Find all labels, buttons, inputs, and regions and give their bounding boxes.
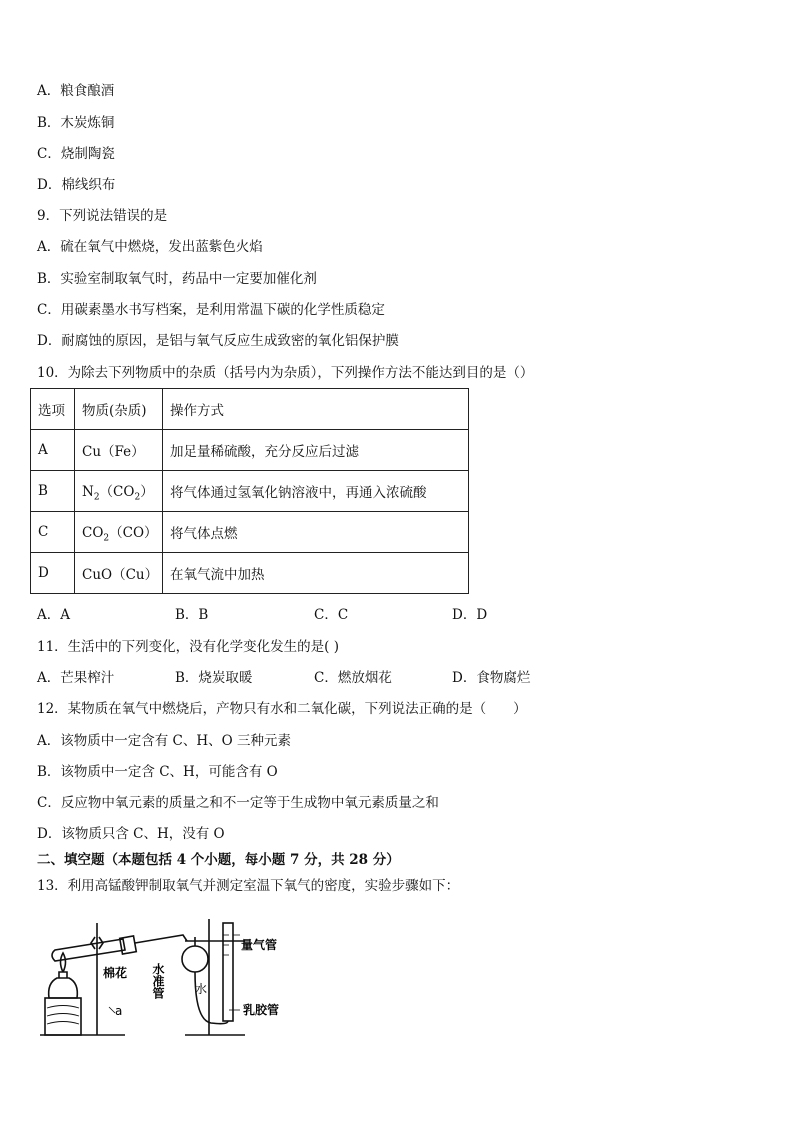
q10-stem: 10．为除去下列物质中的杂质（括号内为杂质），下列操作方法不能达到目的是（）: [37, 365, 534, 381]
q10-answer-b: B．B: [175, 607, 209, 623]
q11-options: [37, 669, 737, 687]
table-row: [31, 553, 469, 594]
q12-option-c: C．反应物中氧元素的质量之和不一定等于生成物中氧元素质量之和: [37, 795, 439, 811]
table-header-row: [31, 389, 469, 430]
table-cell-operation: 将气体点燃: [163, 512, 469, 553]
q11-stem: 11．生活中的下列变化，没有化学变化发生的是( ): [37, 639, 340, 655]
q10-answer-c: C．C: [314, 607, 349, 623]
table-cell-operation: 在氧气流中加热: [163, 553, 469, 594]
delivery-tube: [135, 935, 187, 943]
q8-option-a: A．粮食酿酒: [37, 83, 115, 99]
q11-option-a: A．芒果榨汁: [37, 670, 115, 686]
q8-option-d: D．棉线织布: [37, 177, 116, 193]
table-row: [31, 512, 469, 553]
lamp-flame: [61, 953, 66, 972]
label-water: 水: [195, 982, 208, 996]
q12-option-a: A．该物质中一定含有 C、H、O 三种元素: [37, 733, 292, 749]
label-cotton: 棉花: [103, 966, 128, 980]
table-cell-option: B: [31, 471, 75, 512]
table-cell-operation: 将气体通过氢氧化钠溶液中，再通入浓硫酸: [163, 471, 469, 512]
lamp-wick-holder: [59, 972, 67, 978]
leveling-bulb: [182, 946, 208, 972]
q9-option-d: D．耐腐蚀的原因，是铝与氧气反应生成致密的氧化铝保护膜: [37, 333, 399, 349]
q9-stem: 9．下列说法错误的是: [37, 208, 168, 224]
table-cell-substance: $CO_2(CO)$: [75, 512, 163, 553]
table-cell-option: C: [31, 512, 75, 553]
q10-answer-a: A．A: [37, 607, 70, 623]
gas-burette: [223, 923, 233, 1021]
alcohol-lamp: [49, 978, 78, 998]
wooden-block: [45, 998, 81, 1035]
table-cell-operation: 加足量稀硫酸，充分反应后过滤: [163, 430, 469, 471]
q10-answers: [37, 606, 737, 624]
q12-option-b: B．该物质中一定含 C、H，可能含有 O: [37, 764, 278, 780]
q10-answer-d: D．D: [452, 607, 488, 623]
stopper: [120, 936, 137, 954]
q11-option-b: B．烧炭取暖: [175, 670, 253, 686]
table-row: [31, 471, 469, 512]
q8-option-b: B．木炭炼铜: [37, 115, 115, 131]
table-row: [31, 430, 469, 471]
apparatus-figure: [35, 915, 285, 1045]
label-rubber-tube: 乳胶管: [243, 1003, 280, 1017]
q9-option-b: B．实验室制取氧气时，药品中一定要加催化剂: [37, 271, 317, 287]
q8-option-c: C．烧制陶瓷: [37, 146, 115, 162]
q9-option-c: C．用碳素墨水书写档案，是利用常温下碳的化学性质稳定: [37, 302, 385, 318]
table-cell-option: D: [31, 553, 75, 594]
table-header-cell: 选项: [31, 389, 75, 430]
table-cell-substance: CuO（Cu）: [75, 553, 163, 594]
table-cell-substance: Cu（Fe）: [75, 430, 163, 471]
wood-grain: [47, 1006, 79, 1025]
label-a: a: [115, 1004, 123, 1018]
q10-table: [30, 388, 469, 594]
q11-option-c: C．燃放烟花: [314, 670, 392, 686]
q12-stem: 12．某物质在氧气中燃烧后，产物只有水和二氧化碳，下列说法正确的是（ ）: [37, 701, 527, 717]
section-title: 二、填空题（本题包括 4 个小题，每小题 7 分，共 28 分）: [37, 852, 400, 868]
q13-stem: 13．利用高锰酸钾制取氧气并测定室温下氧气的密度，实验步骤如下：: [37, 878, 460, 894]
table-cell-substance: $N_2(CO_2)$: [75, 471, 163, 512]
table-cell-option: A: [31, 430, 75, 471]
q12-option-d: D．该物质只含 C、H，没有 O: [37, 826, 225, 842]
q9-option-a: A．硫在氧气中燃烧，发出蓝紫色火焰: [37, 239, 263, 255]
test-tube: [52, 939, 125, 961]
table-header-cell: 操作方式: [163, 389, 469, 430]
label-water-tube: 水准管: [151, 963, 165, 999]
label-gas-tube: 量气管: [241, 938, 278, 952]
table-header-cell: 物质(杂质): [75, 389, 163, 430]
q11-option-d: D．食物腐烂: [452, 670, 531, 686]
